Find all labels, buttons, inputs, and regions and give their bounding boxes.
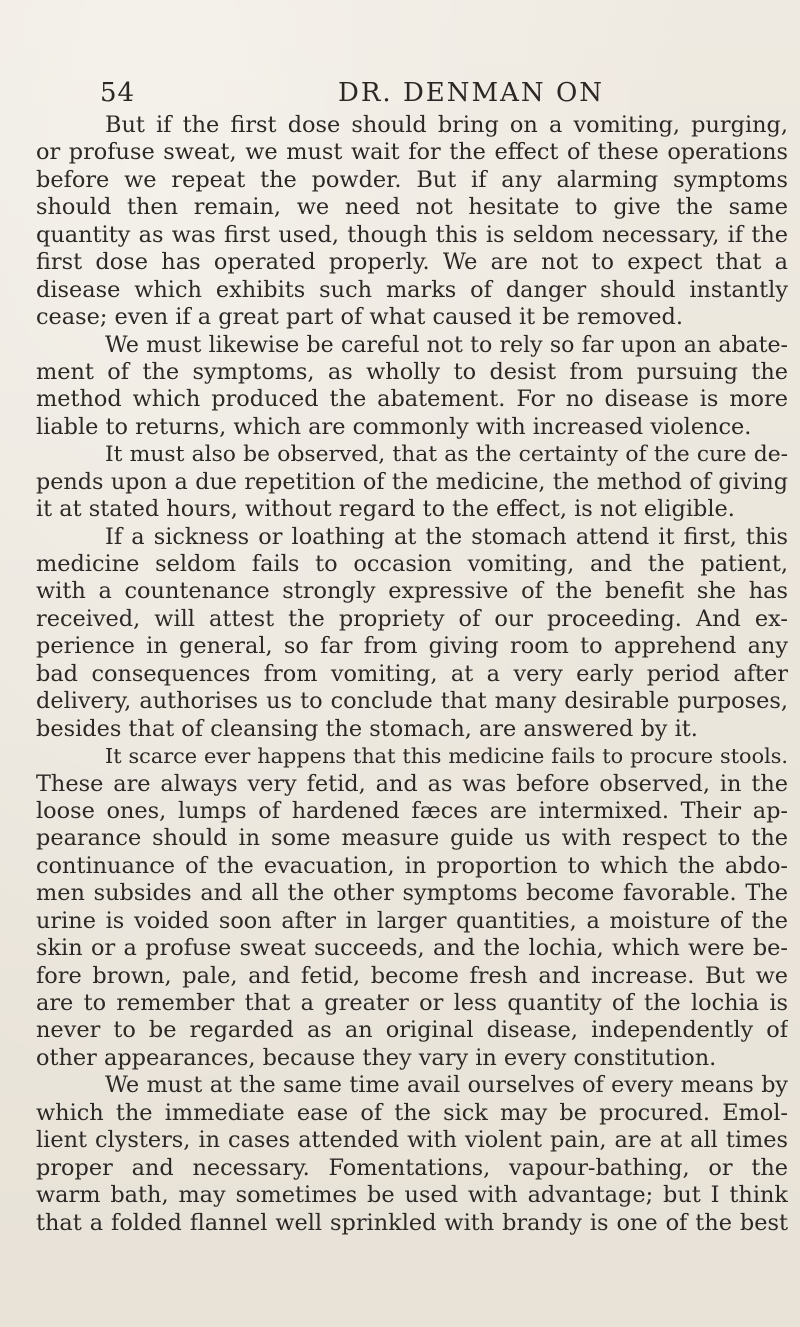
text-line: it at stated hours, without regard to the effect, is not eligible. bbox=[36, 496, 735, 523]
text-line: perience in general, so far from giving room to apprehend any bbox=[36, 633, 788, 660]
text-line: delivery, authorises us to conclude that many desirable purposes, bbox=[36, 688, 788, 715]
text-line: skin or a profuse sweat succeeds, and the lochia, which were be- bbox=[36, 935, 788, 962]
text-line: with a countenance strongly expressive of the benefit she has bbox=[36, 578, 788, 605]
text-line: pends upon a due repetition of the medicine, the method of giving bbox=[36, 468, 788, 495]
text-line: proper and necessary. Fomentations, vapour-bathing, or the bbox=[36, 1154, 788, 1181]
text-line: quantity as was first used, though this is seldom necessary, if the bbox=[36, 221, 788, 248]
page-number: 54 bbox=[100, 78, 136, 108]
text-line: men subsides and all the other symptoms become favorable. The bbox=[36, 880, 788, 907]
text-line: other appearances, because they vary in every constitution. bbox=[36, 1044, 717, 1071]
text-line: loose ones, lumps of hardened fæces are intermixed. Their ap- bbox=[36, 797, 788, 824]
running-title: DR. DENMAN ON bbox=[338, 78, 605, 108]
text-line: If a sickness or loathing at the stomach attend it first, this bbox=[105, 523, 788, 550]
text-line: which the immediate ease of the sick may be procured. Emol- bbox=[36, 1099, 788, 1126]
text-line: never to be regarded as an original disease, independently of bbox=[36, 1017, 788, 1044]
text-line: warm bath, may sometimes be used with advantage; but I think bbox=[36, 1182, 788, 1209]
text-line: received, will attest the propriety of our proceeding. And ex- bbox=[36, 605, 788, 632]
text-line: pearance should in some measure guide us with respect to the bbox=[36, 825, 788, 852]
text-line: It must also be observed, that as the certainty of the cure de- bbox=[105, 442, 788, 468]
text-line: are to remember that a greater or less quantity of the lochia is bbox=[36, 990, 788, 1016]
text-line: disease which exhibits such marks of danger should instantly bbox=[36, 276, 788, 303]
text-line: first dose has operated properly. We are not to expect that a bbox=[36, 249, 788, 276]
text-line: method which produced the abatement. For no disease is more bbox=[36, 386, 788, 413]
text-line: medicine seldom fails to occasion vomiting, and the patient, bbox=[36, 551, 788, 577]
text-line: continuance of the evacuation, in proportion to which the abdo- bbox=[36, 852, 788, 879]
text-line: should then remain, we need not hesitate to give the same bbox=[36, 194, 788, 221]
text-line: cease; even if a great part of what caused it be removed. bbox=[36, 304, 683, 331]
text-line: or profuse sweat, we must wait for the effect of these operations bbox=[36, 139, 788, 166]
text-line: urine is voided soon after in larger quantities, a moisture of the bbox=[36, 907, 788, 934]
text-line: lient clysters, in cases attended with violent pain, are at all times bbox=[36, 1127, 788, 1154]
text-line: But if the first dose should bring on a vomiting, purging, bbox=[105, 112, 788, 138]
text-line: We must at the same time avail ourselves of every means by bbox=[105, 1072, 788, 1099]
running-head bbox=[100, 78, 780, 114]
text-line: fore brown, pale, and fetid, become fresh and increase. But we bbox=[36, 962, 788, 989]
text-line: besides that of cleansing the stomach, are answered by it. bbox=[36, 715, 698, 742]
text-line: that a folded flannel well sprinkled with brandy is one of the best bbox=[36, 1209, 788, 1236]
text-line: These are always very fetid, and as was before observed, in the bbox=[36, 770, 788, 797]
text-line: bad consequences from vomiting, at a very early period after bbox=[36, 660, 788, 687]
text-line: liable to returns, which are commonly with increased violence. bbox=[36, 413, 752, 440]
text-line: before we repeat the powder. But if any alarming symptoms bbox=[36, 166, 788, 193]
text-line: ment of the symptoms, as wholly to desist from pursuing the bbox=[36, 358, 788, 385]
body-text bbox=[36, 112, 788, 1237]
text-line: It scarce ever happens that this medicine fails to procure stools. bbox=[105, 744, 788, 769]
text-line: We must likewise be careful not to rely so far upon an abate- bbox=[105, 332, 788, 358]
